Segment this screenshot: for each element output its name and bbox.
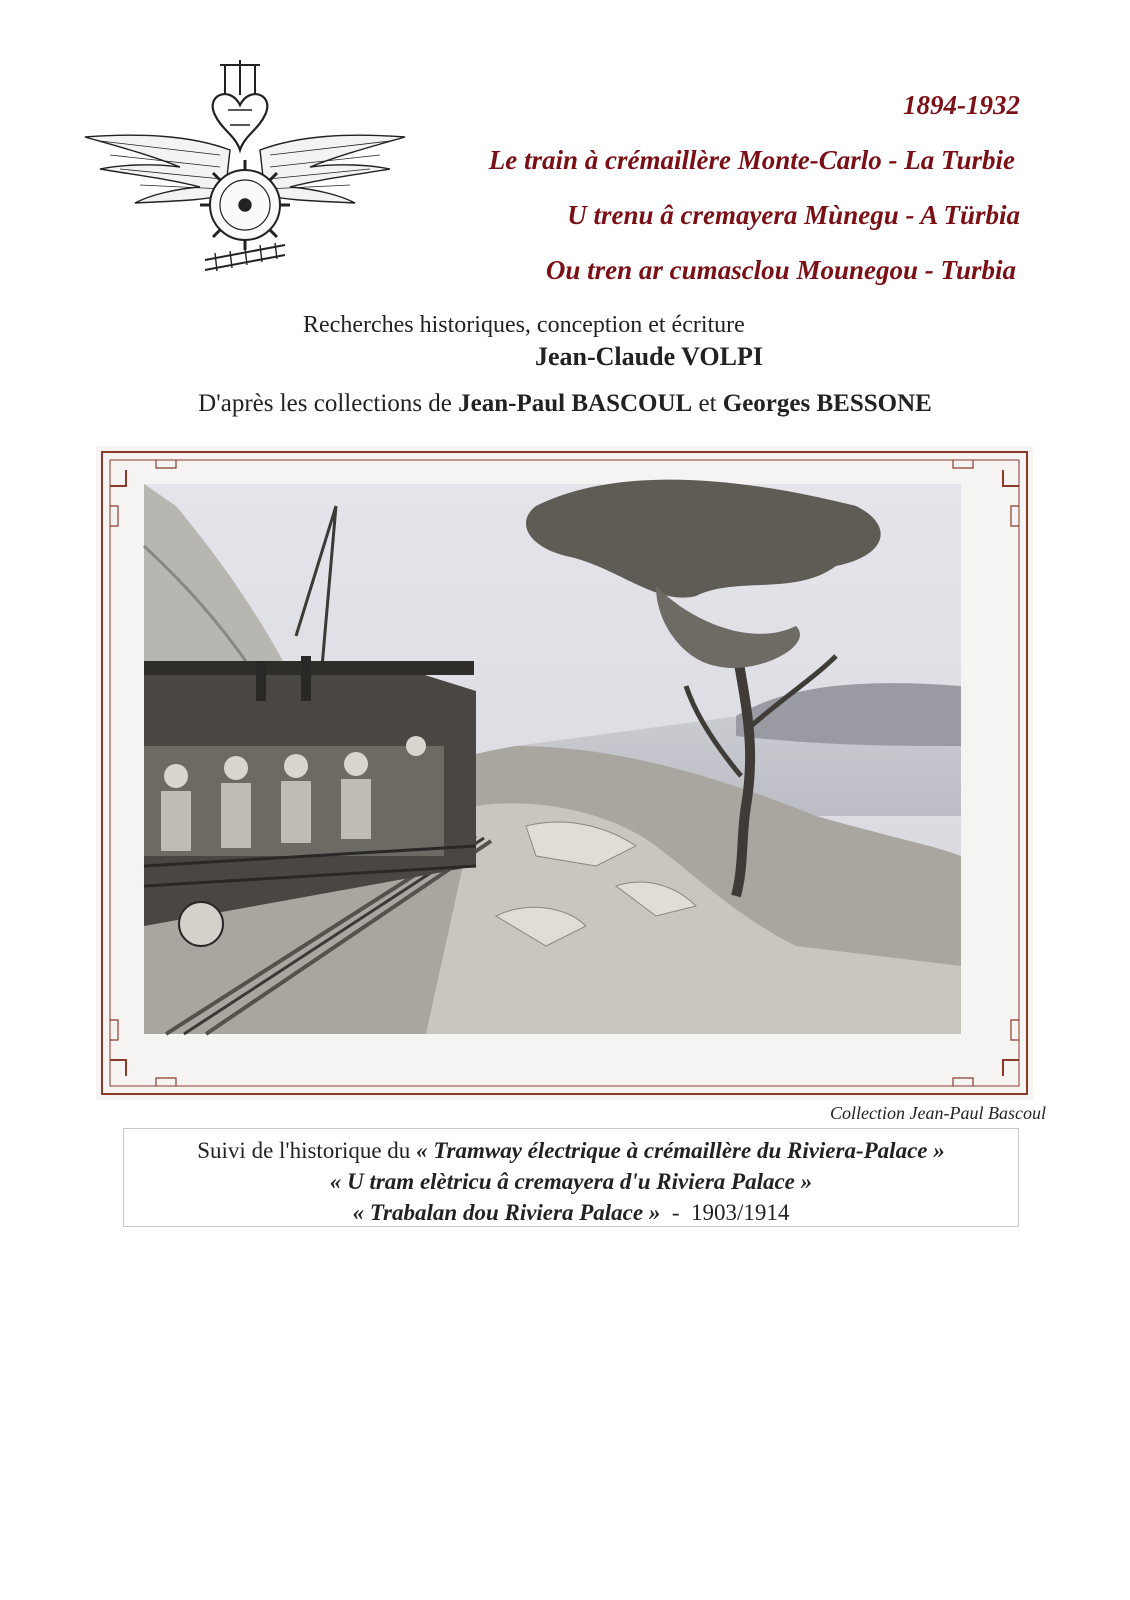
title-occitan: Ou tren ar cumasclou Mounegou - Turbia: [545, 255, 1016, 285]
collector-2: Georges BESSONE: [722, 390, 932, 417]
author-name: Jean-Claude VOLPI: [535, 342, 763, 371]
followup-title-mc: « U tram elètricu â cremayera d'u Riviera Palace »: [329, 1169, 813, 1194]
photo-credit: Collection Jean-Paul Bascoul: [830, 1103, 1046, 1123]
followup-box: [123, 1128, 1019, 1227]
collections-credit: [0, 390, 1130, 418]
title-monegasque: U trenu â cremayera Mùnegu - A Türbia: [567, 200, 1020, 230]
followup-separator: -: [671, 1200, 680, 1225]
followup-line-3: [124, 1197, 1018, 1228]
research-credit-label: Recherches historiques, conception et écriture: [303, 312, 745, 338]
rack-train-photo: [96, 446, 1033, 1100]
followup-line-1: [124, 1135, 1018, 1166]
collector-1: Jean-Paul BASCOUL: [458, 390, 693, 417]
title-french: Le train à crémaillère Monte-Carlo - La Turbie: [488, 145, 1015, 175]
followup-prefix: Suivi de l'historique du: [197, 1138, 411, 1163]
collections-prefix: D'après les collections de: [198, 390, 452, 417]
winged-rack-wheel-monogram-logo: [80, 55, 410, 280]
followup-dates: 1903/1914: [691, 1200, 790, 1225]
followup-title-fr: « Tramway électrique à crémaillère du Riviera-Palace »: [416, 1138, 945, 1163]
followup-title-oc: « Trabalan dou Riviera Palace »: [352, 1200, 661, 1225]
title-years: 1894-1932: [903, 90, 1020, 120]
collections-conjunction: et: [698, 390, 717, 417]
